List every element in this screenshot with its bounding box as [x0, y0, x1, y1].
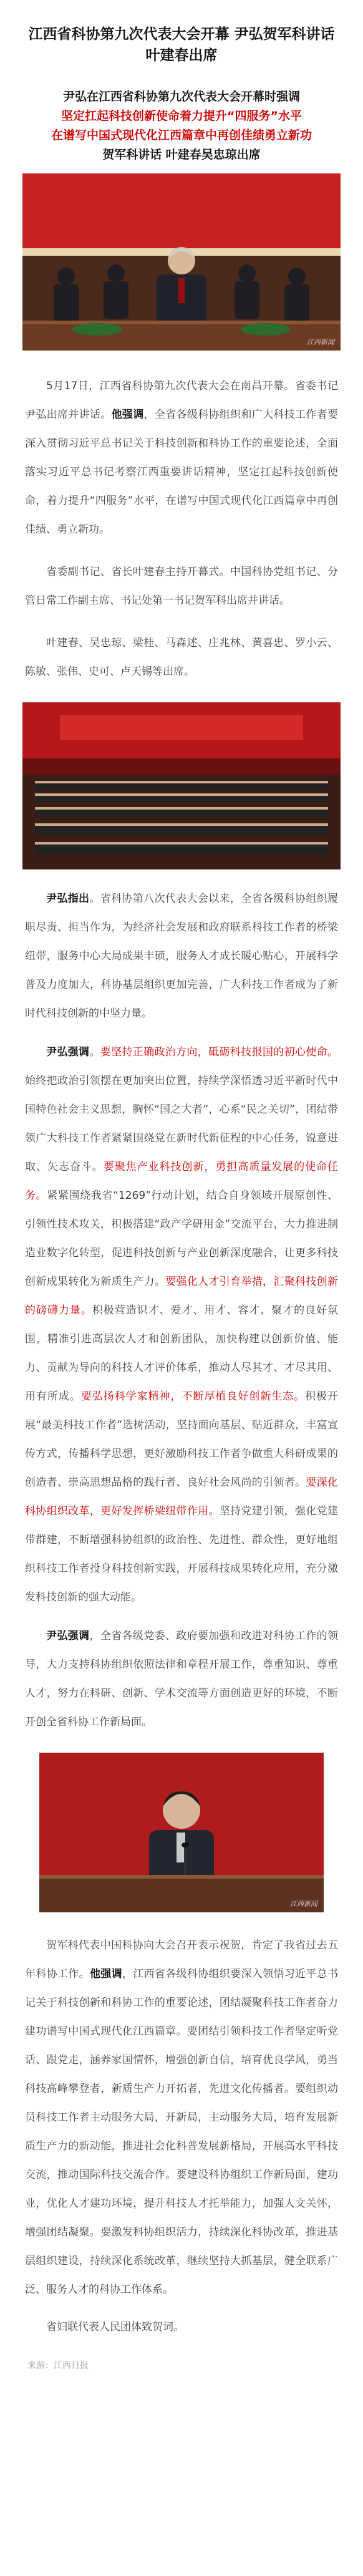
p5-bold: 尹弘强调 [46, 1046, 90, 1058]
source-line: 来源：江西日报 [27, 2361, 89, 2371]
subtitle-line-4: 贺军科讲话 叶建春吴忠琼出席 [102, 148, 261, 162]
p2-text: 省委副书记、省长叶建春主持开幕式。中国科协党组书记、分管日常工作副主席、书记处第一书记贺军科出席并讲话。 [25, 566, 338, 607]
hall-scene [22, 702, 341, 869]
paragraph-6 [25, 1622, 338, 1736]
headline-line-1: 江西省科协第九次代表大会开幕 尹弘贺军科讲话 [28, 26, 335, 42]
photo-podium [22, 173, 341, 351]
p6-text: ，全省各级党委、政府要加强和改进对科协工作的领导，大力支持科协组织依照法律和章程开展工作，尊重知识、尊重人才，努力在科研、创新、学术交流等方面创造更好的环境，不断开创全省科协工作新局面。 [25, 1630, 339, 1728]
p5-red-1: 要坚持正确政治方向，砥砺科技报国的初心使命。 [100, 1046, 339, 1058]
p5-text-3: 积极营造识才、爱才、用才、容才、聚才的良好氛围，精准引进高层次人才和创新团队，加快构建以创新价值、能力、贡献为导向的科技人才评价体系，推动人尽其才、才尽其用、用有所成。 [25, 1304, 339, 1403]
paragraph-8 [25, 2313, 338, 2341]
p4-bold: 尹弘指出 [46, 893, 90, 905]
speaker-scene [39, 1753, 324, 1912]
p6-bold: 尹弘强调 [46, 1630, 90, 1642]
subtitle-line-3: 在谱写中国式现代化江西篇章中再创佳绩勇立新功 [51, 128, 312, 142]
p5-red-4: 要弘扬科学家精神，不断厚植良好创新生态。 [80, 1390, 306, 1403]
subtitle-line-1: 尹弘在江西省科协第九次代表大会开幕时强调 [62, 90, 300, 104]
p8-text: 省妇联代表人民团体致贺词。 [46, 2321, 184, 2333]
p5-red-5: 要深化科协组织改革，更好发挥桥梁纽带作用。 [25, 1476, 339, 1518]
subtitle-line-2: 坚定扛起科技创新使命着力提升“四服务”水平 [61, 109, 302, 123]
headline [0, 0, 363, 66]
photo-watermark-3: 江西新闻 [290, 1900, 317, 1908]
p1-text-a: 5月17日，江西省科协第九次代表大会在南昌开幕。省委书记尹弘出席并讲话。 [25, 380, 338, 421]
p5-text-1: 始终把政治引领摆在更加突出位置，持续学深悟透习近平新时代中国特色社会主义思想，胸怀“国之大者”，心系“民之关切”，团结带领广大科技工作者紧紧围绕党在新时代新征程的中心任务，锐意进取、矢志奋斗。 [25, 1075, 338, 1173]
p4-text: 。省科协第八次代表大会以来，全省各级科协组织履职尽责、担当作为，为经济社会发展和政府联系科技工作者的桥梁纽带，服务中心大局成果丰硕，服务人才成长暖心贴心，开展科学普及力度加大，科协基层组织更加完善，广大科技工作者成为了新时代科技创新的中坚力量。 [25, 893, 339, 1020]
p7-bold: 他强调 [89, 1968, 122, 1980]
p1-bold: 他强调 [111, 409, 144, 421]
p5-text-5: 坚持党建引领，强化党建带群建，不断增强科协组织的政治性、先进性、群众性，更好地组织科技工作者投身科技创新实践，开展科技成果转化应用，充分激发科技创新的强大动能。 [25, 1505, 339, 1604]
p7-text-c: ，江西省各级科协组织要深入领悟习近平总书记关于科技创新和科协工作的重要论述，团结凝聚科技工作者奋力建功谱写中国式现代化江西篇章。要团结引领科技工作者坚定听党话、跟党走，涵养家国情怀，增强创新自信，培育优良学风，勇当科技高峰攀登者，新质生产力开拓者，先进文化传播者。要组织动员科技工作者主动服务大局，开新局，主动服务大局，培育发展新质生产力的新动能，推进社会化科普发展新格局，开展高水平科技交流，推动国际科技交流合作。要建设科协组织工作新局面，建功业，优化人才建功环境，提升科技人才托举能力，加强人文关怀，增强团结凝聚。要激发科协组织活力，持续深化科协改革，推进基层组织建设，持续深化系统改革，继续坚持大抓基层，健全联系广泛、服务人才的科协工作体系。 [25, 1968, 339, 2296]
p7-text-a: 贺军科代表中国科协向大会召开表示祝贺，肯定了我省过去五年科协工作。 [25, 1939, 338, 1980]
photo-watermark: 江西新闻 [307, 338, 334, 346]
p5-text-4: 积极开展“最美科技工作者”选树活动，坚持面向基层、贴近群众，丰富宣传方式，传播科学思想，更好激励科技工作者争做重大科研成果的创造者、崇高思想品格的践行者、良好社会风尚的引领者。 [25, 1390, 339, 1489]
paragraph-3 [25, 629, 338, 686]
p5-red-2: 要聚焦产业科技创新，勇担高质量发展的使命任务。 [25, 1161, 339, 1202]
p3-text: 叶建春、吴忠琼、梁桂、马森述、庄兆林、黄喜忠、罗小云、陈敏、张伟、史可、卢天锡等出席。 [25, 637, 338, 678]
p5-punct: 。 [89, 1046, 100, 1058]
paragraph-7 [25, 1931, 338, 2304]
paragraph-2 [25, 558, 338, 615]
p5-text-2: 紧紧围绕我省“1269”行动计划，结合自身领域开展原创性、引领性技术攻关，积极搭建“政产学研用金”交流平台，大力推进制造业数字化转型，促进科技创新与产业创新深度融合，让更多科技创新成果转化为新质生产力。 [25, 1189, 338, 1288]
paragraph-1 [25, 372, 338, 544]
paragraph-5 [25, 1038, 338, 1612]
podium-scene [22, 173, 341, 351]
p1-text-c: ，全省各级科协组织和广大科技工作者要深入贯彻习近平总书记关于科技创新和科协工作的重要论述，全面落实习近平总书记考察江西重要讲话精神，坚定扛起科技创新使命，着力提升“四服务”水平，在谱写中国式现代化江西篇章中再创佳绩、勇立新功。 [25, 409, 339, 536]
p5-red-3: 要强化人才引育举措，汇聚科技创新的磅礴力量。 [25, 1276, 339, 1317]
paragraph-4 [25, 884, 338, 1028]
photo-hall [22, 702, 341, 869]
headline-line-2: 叶建春出席 [145, 47, 218, 64]
photo-speaker [39, 1753, 324, 1912]
subtitle-block [0, 87, 363, 165]
